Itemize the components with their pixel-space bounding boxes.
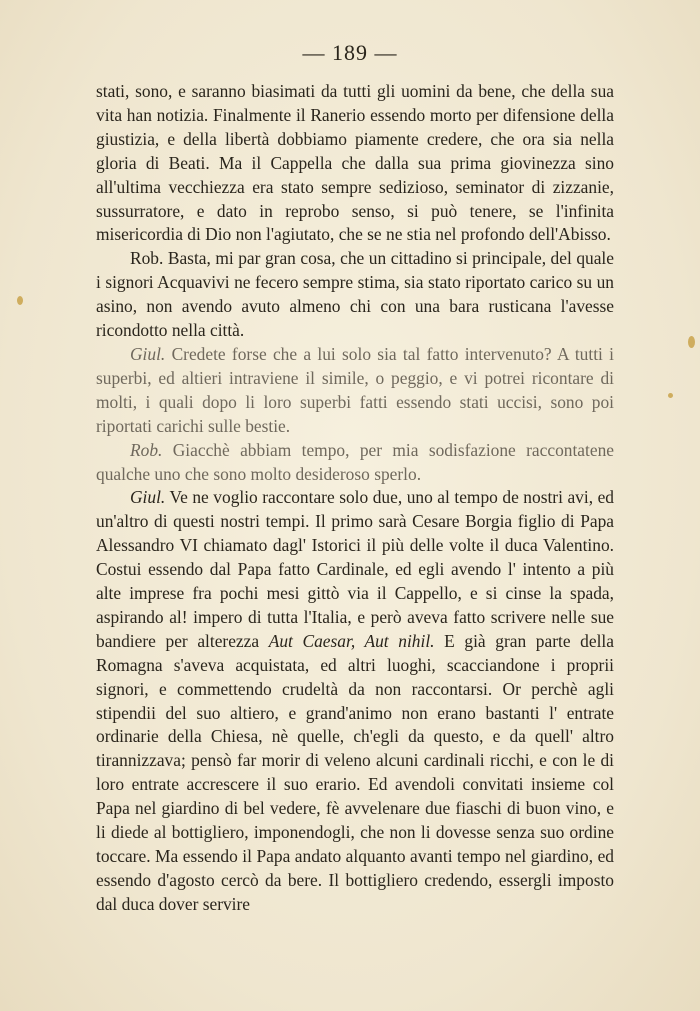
- page-body: [96, 80, 614, 917]
- paragraph-text: stati, sono, e saranno biasimati da tutti gli uomini da bene, che della sua vita han notizia. Finalmente il Ranerio essendo morto per difensione della giustizia, e della libertà dobbiamo piamente credere, che ora sia nella gloria di Beati. Ma il Cappella che dalla sua prima giovinezza sino all'ultima vecchiezza era stato sempre sedizioso, seminator di zizzanie, sussurratore, e dato in reprobo senso, si può tenere, se l'infinita misericordia di Dio non l'agiutato, che se ne stia nel profondo dell'Abisso.: [96, 81, 614, 245]
- paper-stain: [17, 296, 23, 305]
- speaker-label: Rob.: [130, 439, 163, 460]
- motto: Aut Caesar, Aut nihil.: [268, 630, 435, 651]
- paragraph-2: [96, 247, 614, 343]
- paragraph-5: [96, 486, 614, 916]
- paragraph-text: Ve ne voglio raccontare solo due, uno al tempo de nostri avi, ed un'altro di questi nostri tempi. Il primo sarà Cesare Borgia figlio di Papa Alessandro VI chiamato dagl' Istorici il più delle volte il duca Valentino. Costui essendo dal Papa fatto Cardinale, ed egli avendo l' intento a più alte imprese fra pochi mesi gittò via il Cappello, e si cinse la spada, aspirando al! impero di tutta l'Italia, e però aveva fatto scrivere nelle sue bandiere per alterezza: [96, 487, 614, 651]
- paragraph-text: Credete forse che a lui solo sia tal fatto intervenuto? A tutti i superbi, ed altieri intraviene il simile, o peggio, e vi potrei ricontare di molti, i quali dopo li loro superbi fatti essendo stati uccisi, sono poi riportati carichi sulle bestie.: [96, 343, 614, 436]
- paragraph-3: [96, 343, 614, 439]
- page-number: — 189 —: [302, 40, 398, 65]
- paragraph-4: [96, 439, 614, 487]
- paragraph-text: Basta, mi par gran cosa, che un cittadino si principale, del quale i signori Acquavivi ne fecero sempre stima, sia stato riportato carico su un asino, non avendo avuto almeno chi con una bara rusticana l'avesse ricondotto nella città.: [96, 248, 614, 341]
- paragraph-text-continued: E già gran parte della Romagna s'aveva acquistata, ed altri luoghi, scacciandone i proprii signori, e commettendo crudeltà da non raccontarsi. Or perchè agli stipendii del suo altiero, e grand'animo non erano bastanti l' entrate ordinarie della Chiesa, nè quelle, ch'egli da questo, e da quell' altro tirannizzava; pensò far morir di veleno alcuni cardinali ricchi, e con le di loro entrate accrescere il suo erario. Ed avendoli convitati insieme col Papa nel giardino di bel vedere, fè avvelenare due fiaschi di buon vino, e li diede al bottigliero, imponendogli, che non li dovesse senza suo ordine toccare. Ma essendo il Papa andato alquanto avanti tempo nel giardino, ed essendo d'agosto cercò da bere. Il bottigliero credendo, essergli imposto dal duca dover servire: [96, 630, 614, 914]
- paragraph-1: [96, 80, 614, 247]
- paper-stain: [688, 336, 695, 348]
- paper-stain: [668, 393, 673, 398]
- speaker-label: Giul.: [130, 343, 166, 364]
- speaker-label: Giul.: [130, 487, 166, 508]
- paragraph-text: Giacchè abbiam tempo, per mia sodisfazione raccontatene qualche uno che sono molto desideroso sperlo.: [96, 439, 614, 484]
- speaker-label: Rob.: [130, 248, 164, 269]
